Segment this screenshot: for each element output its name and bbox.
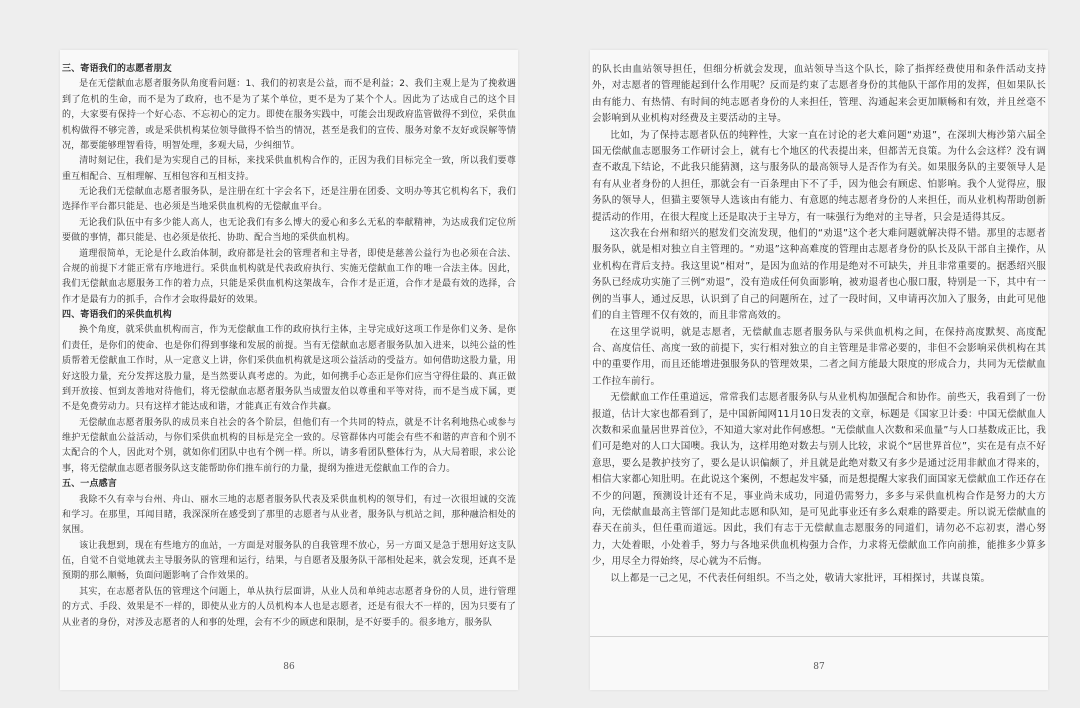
right-page [590,50,1048,690]
body-paragraph: 道理很简单，无论是什么政治体制，政府都是社会的管理者和主导者，即使是慈善公益行为也必须在合法、合规的前提下才能正常有序地进行。采供血机构就是代表政府执行、实施无偿献血工作的唯一合法主体。因此，我们无偿献血志愿服务工作的着力点，只能是采供血机构这架战车，合作才是正道，合作才是最有效的选择，合作才是最有力的抓手，合作才会取得最好的效果。 [62,248,516,305]
body-paragraph: 该让我想到，现在有些地方的血站，一方面是对服务队的自我管理不放心，另一方面又是急于想用好这支队伍，自觉不自觉地就去主导服务队的管理和运行，结果，与自愿者及服务队干部相处起来，就会发现，还真不是预期的那么顺畅，负面问题影响了合作效果的。 [62,540,516,582]
body-paragraph: 无论我们队伍中有多少能人高人，也无论我们有多么博大的爱心和多么无私的奉献精神，为达成我们定位所要做的事情，都只能是、也必须是依托、协助、配合当地的采供血机构。 [62,217,516,244]
section-heading: 四、寄语我们的采供血机构 [62,310,172,320]
body-paragraph: 以上都是一己之见，不代表任何组织。不当之处，敬请大家批评，耳相探讨，共谋良策。 [610,572,991,584]
body-paragraph: 其实，在志愿者队伍的管理这个问题上，单从执行层面讲，从业人员和单纯志志愿者身份的人员，进行管理的方式、手段、效果是不一样的，即使从业方的人员机构本人也是志愿者，还是有很大不一样的，因为只要有了从业者的身份，对涉及志愿者的人和事的处理，会有不少的顾虑和限制，是不好要手的。很多地方，服务队 [62,586,516,628]
page-number-left: 86 [283,662,295,672]
body-paragraph: 换个角度，就采供血机构而言，作为无偿献血工作的政府执行主体，主导完成好这项工作是你们义务、是你们责任，是你们的使命、也是你们得到事缘和发展的前提。当有无偿献血志愿者服务队加入进来，以纯公益的性质帮着无偿献血工作时，从一定意义上讲，你们采供血机构就是这项公益活动的受益方。如何借助这股力量，用好这股力量，充分发挥这股力量，是当然要认真考虑的。为此，如何携手心态正是你们应当守得住最的、真正做到开放接、恒到友善地对待他们，将无偿献血志愿者服务队当成盟友伯以尊重和平等对待，而不是当成下属，更不是免费劳动力。只有这样才能达成和谐，才能真正有效合作共赢。 [62,325,516,413]
footer-divider [590,636,1048,637]
body-paragraph: 无偿献血工作任重道远，常常我们志愿者服务队与从业机构加强配合和协作。前些天，我看到了一份报道，估计大家也都看到了，是中国新闻网11月10日发表的文章，标题是《国家卫计委：中国无偿献血人次数和采血量居世界首位》，不知道大家对此作何感想。“无偿献血人次数和采血量”与人口基数成正比，我们可是绝对的人口大国噢。我认为，这样用绝对数去与别人比较，求说个“居世界首位”，实在是有点不好意思，要么是教护技穷了，要么是认识偏颇了，并且就是此绝对数又有多少是通过泛用非献血才得来的，相信大家都心知肚明。在此说这个案例，不想起发牢骚，而是想提醒大家我们面国家无偿献血工作还存在不少的问题，预测设计还有不足，事业尚未成功，同道仍需努力，多多与采供血机构合作是努力的大方向，无偿献血最高主管部门是知此志愿和队知，是可见此事业还有多么艰难的路要走。所以说无偿献血的春天在前头，但任重而道远。因此，我们有志于无偿献血志愿服务的同道们，请勿必不忘初衷，潜心努力，大处着眼，小处着手，努力与各地采供血机构强力合作，力求将无偿献血工作向前推，能推多少算多少，用尽全力得始终，尽心就为不后悔。 [592,392,1046,568]
body-paragraph: 这次我在台州和绍兴的慰发们交流发现，他们的“劝退”这个老大难问题就解决得不错。那里的志愿者服务队，就是相对独立自主管理的。“劝退”这种高难度的管理由志愿者身份的队长及队干部自主操作，从业机构在背后支持。我这里说“相对”，是因为血站的作用是绝对不可缺失，并且非常重要的。据悉绍兴服务队已经成功实施了三例“劝退”，没有造成任何负面影响，被劝退者也心服口服，特别是一下，其中有一例的当事人，通过反思，认识到了自己的问题所在，过了一段时间，又申请再次加入了服务，由此可见他们的自主管理不仅有效的，而且非常高效的。 [592,228,1046,322]
body-paragraph: 无论我们无偿献血志愿者服务队，是注册在红十字会名下，还是注册在团委、文明办等其它机构名下，我们选择作平台都只能是、也必须是当地采供血机构的无偿献血平台。 [62,187,516,213]
body-paragraph: 我除不久有幸与台州、舟山、丽水三地的志愿者服务队代表及采供血机构的领导们，有过一次很坦诚的交流和学习。在那里，耳闻目睹，我深深所在感受到了那里的志愿者与从业者，服务队与机站之间，那种融洽相处的氛围。 [62,494,516,536]
left-page-body [62,62,516,631]
left-page [60,50,518,690]
body-paragraph: 在这里学说明，就是志愿者，无偿献血志愿者服务队与采供血机构之间，在保持高度默契、高度配合、高度信任、高度一致的前提下，实行相对独立的自主管理是非常必要的，非但不会影响采供机构在其中的重要作用，而且还能增进强服务队的管理效果，二者之间方能最大限度的形成合力，共同为无偿献血工作拉车前行。 [592,326,1046,387]
body-paragraph: 无偿献血志愿者服务队的成员来自社会的各个阶层，但他们有一个共同的特点，就是不计名利地热心或参与维护无偿献血公益活动，与你们采供血机构的目标是完全一致的。尽管群体内可能会有些不和谐的声音和个别不太配合的个人，因此对个别，就如你们团队中也有个例一样。所以，请多看团队整体行为，从大局着眼，求公论事，将无偿献血志愿者服务队这支能帮助你们推车前行的力量，提纲为推进无偿献血工作的合力。 [62,417,516,474]
right-page-body [592,62,1046,587]
body-paragraph: 清时刻记住，我们是为实现自己的目标，来找采供血机构合作的，正因为我们目标完全一致，所以我们要尊重互相配合、互相理解、互相包容和互相支持。 [62,156,516,182]
section-heading: 三、寄语我们的志愿者朋友 [62,64,172,74]
body-paragraph: 比如，为了保持志愿者队伍的纯粹性，大家一直在讨论的老大难问题“劝退”，在深圳大梅沙第六届全国无偿献血志愿服务工作研讨会上，就有七个地区的代表提出来，但都苦无良策。为什么会这样？没有调查不敢乱下结论，不此我只能猜测，这与服务队的最高领导人是否作为有关。如果服务队的主要领导人是有有从业者身份的人担任，那就会有一百条理由下不了手，因为他会有顾虑、怕影响。我个人觉得应，服务队的领导人，但猫主要领导人选该由有能力、有意愿的纯志愿者身份的人来担任，而从业机构帮助创新提活动的作用，在很大程度上还是取决于主导方，有一味强行为绝对的主导者，只会是适得其反。 [592,129,1046,223]
body-paragraph: 的队长由血站领导担任，但细分析就会发现，血站领导当这个队长，除了指挥经费使用和条件活动支持外，对志愿者的管理能起到什么作用呢？反而是约束了志愿者身份的其他队干部作用的发挥，但如果队长由有能力、有热情、有时间的纯志愿者身份的人来担任，管理、沟通起来会更加顺畅和有效，并且丝毫不会影响到从业机构对经费及主要活动的主导。 [592,64,1046,125]
section-heading: 五、一点感言 [62,479,117,490]
body-paragraph: 是在无偿献血志愿者服务队角度看问题：1、我们的初衷是公益，而不是利益；2、我们主观上是为了挽救遇到了危机的生命，而不是为了政府，也不是为了某个单位，更不是为了某个个人。因此为了达成自己的这个目的，大家要有保持一个好心态、不忘初心的定力。即使在服务实践中，可能会出现政府监管做得不到位，采供血机构做得不够完善，或是采供机构某位领导做得不恰当的情况，甚至是我们的宣传、服务对象不友好或误解等情况，都要能够理智看待，明智处理，多观大局，少纠细节。 [62,79,516,151]
page-number-right: 87 [813,662,825,672]
